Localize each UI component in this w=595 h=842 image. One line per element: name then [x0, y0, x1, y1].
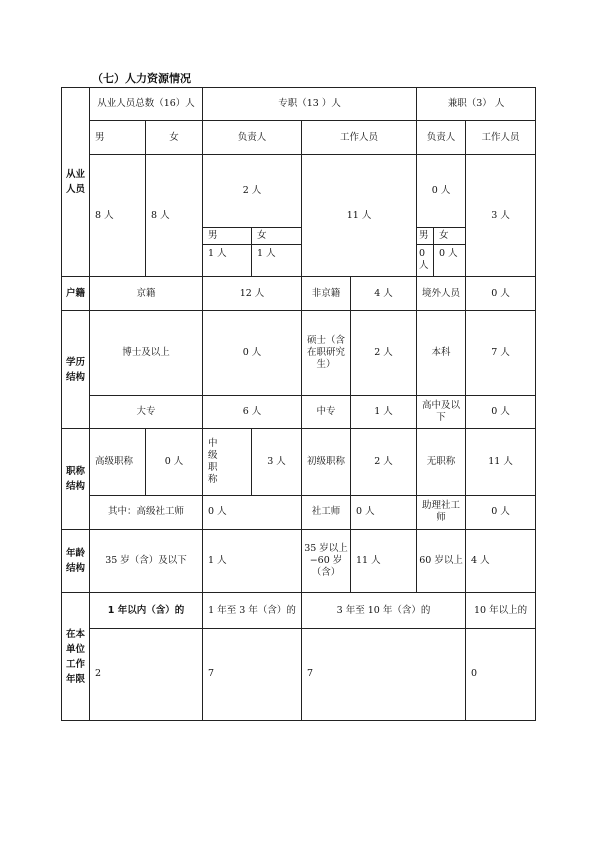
leader-female-label: 女: [252, 227, 302, 244]
household-overseas: 境外人员: [417, 277, 466, 310]
tenure-3to10: 3 年至 10 年（含）的: [302, 593, 466, 628]
staff-leader-label: 负责人: [203, 121, 302, 154]
title-junior: 初级职称: [302, 429, 351, 496]
tenure-over10: 10 年以上的: [466, 593, 536, 628]
tenure-within1-count: 2: [90, 628, 203, 720]
title-none-count: 11 人: [466, 429, 536, 496]
title-social: 社工师: [302, 496, 351, 529]
leader-male-count: 1 人: [203, 244, 252, 276]
title-assistant-social-count: 0 人: [466, 496, 536, 529]
staff-fulltime: 专职（13 ）人: [203, 88, 417, 121]
pt-leader-female-label: 女: [434, 227, 466, 244]
staff-male-count: 8 人: [90, 154, 146, 277]
title-none: 无职称: [417, 429, 466, 496]
title-assistant-social: 助理社工师: [417, 496, 466, 529]
education-secondary: 中专: [302, 395, 351, 428]
tenure-header: 在本单位工作年限: [62, 593, 90, 721]
staff-pt-worker-label: 工作人员: [466, 121, 536, 154]
staff-worker-label: 工作人员: [302, 121, 417, 154]
household-non-beijing-count: 4 人: [351, 277, 417, 310]
staff-male-label: 男: [90, 121, 146, 154]
title-junior-count: 2 人: [351, 429, 417, 496]
title-senior-social: 其中：高级社工师: [90, 496, 203, 529]
title-social-count: 0 人: [351, 496, 417, 529]
age-mid: 35 岁以上−60 岁（含）: [302, 529, 351, 593]
staff-pt-leader-count: 0 人: [417, 154, 466, 227]
leader-female-count: 1 人: [252, 244, 302, 276]
education-high-school: 高中及以下: [417, 395, 466, 428]
section-title: （七）人力资源情况: [92, 72, 191, 85]
education-master: 硕士（含在职研究生）: [302, 310, 351, 395]
tenure-within1: 1 年以内（含）的: [90, 593, 203, 628]
staff-pt-worker-count: 3 人: [466, 154, 536, 277]
staff-pt-leader-label: 负责人: [417, 121, 466, 154]
staff-leader-count: 2 人: [203, 154, 302, 227]
hr-table: [61, 87, 536, 721]
pt-leader-male-count: 0 人: [417, 244, 434, 276]
tenure-3to10-count: 7: [302, 628, 466, 720]
title-senior: 高级职称: [90, 429, 146, 496]
household-beijing-count: 12 人: [203, 277, 302, 310]
staff-female-label: 女: [146, 121, 203, 154]
household-header: 户籍: [62, 277, 90, 310]
education-bachelor: 本科: [417, 310, 466, 395]
pt-leader-female-count: 0 人: [434, 244, 466, 276]
tenure-1to3: 1 年至 3 年（含）的: [203, 593, 302, 628]
education-secondary-count: 1 人: [351, 395, 417, 428]
age-under35-count: 1 人: [203, 529, 302, 593]
pt-leader-male-label: 男: [417, 227, 434, 244]
age-over60: 60 岁以上: [417, 529, 466, 593]
education-master-count: 2 人: [351, 310, 417, 395]
staff-worker-count: 11 人: [302, 154, 417, 277]
age-header: 年龄结构: [62, 529, 90, 593]
education-header: 学历结构: [62, 310, 90, 428]
education-high-school-count: 0 人: [466, 395, 536, 428]
age-under35: 35 岁（含）及以下: [90, 529, 203, 593]
tenure-over10-count: 0: [466, 628, 536, 720]
age-mid-count: 11 人: [351, 529, 417, 593]
staff-parttime: 兼职（3） 人: [417, 88, 536, 121]
title-senior-social-count: 0 人: [203, 496, 302, 529]
education-doctor-count: 0 人: [203, 310, 302, 395]
age-over60-count: 4 人: [466, 529, 536, 593]
tenure-1to3-count: 7: [203, 628, 302, 720]
staff-total: 从业人员总数（16）人: [90, 88, 203, 121]
staff-header: 从业人员: [62, 88, 90, 277]
title-rank-header: 职称结构: [62, 429, 90, 529]
household-non-beijing: 非京籍: [302, 277, 351, 310]
staff-female-count: 8 人: [146, 154, 203, 277]
household-overseas-count: 0 人: [466, 277, 536, 310]
leader-male-label: 男: [203, 227, 252, 244]
education-bachelor-count: 7 人: [466, 310, 536, 395]
education-doctor: 博士及以上: [90, 310, 203, 395]
title-middle: 中级职称: [203, 429, 252, 496]
title-middle-count: 3 人: [252, 429, 302, 496]
household-beijing: 京籍: [90, 277, 203, 310]
education-college: 大专: [90, 395, 203, 428]
title-senior-count: 0 人: [146, 429, 203, 496]
education-college-count: 6 人: [203, 395, 302, 428]
